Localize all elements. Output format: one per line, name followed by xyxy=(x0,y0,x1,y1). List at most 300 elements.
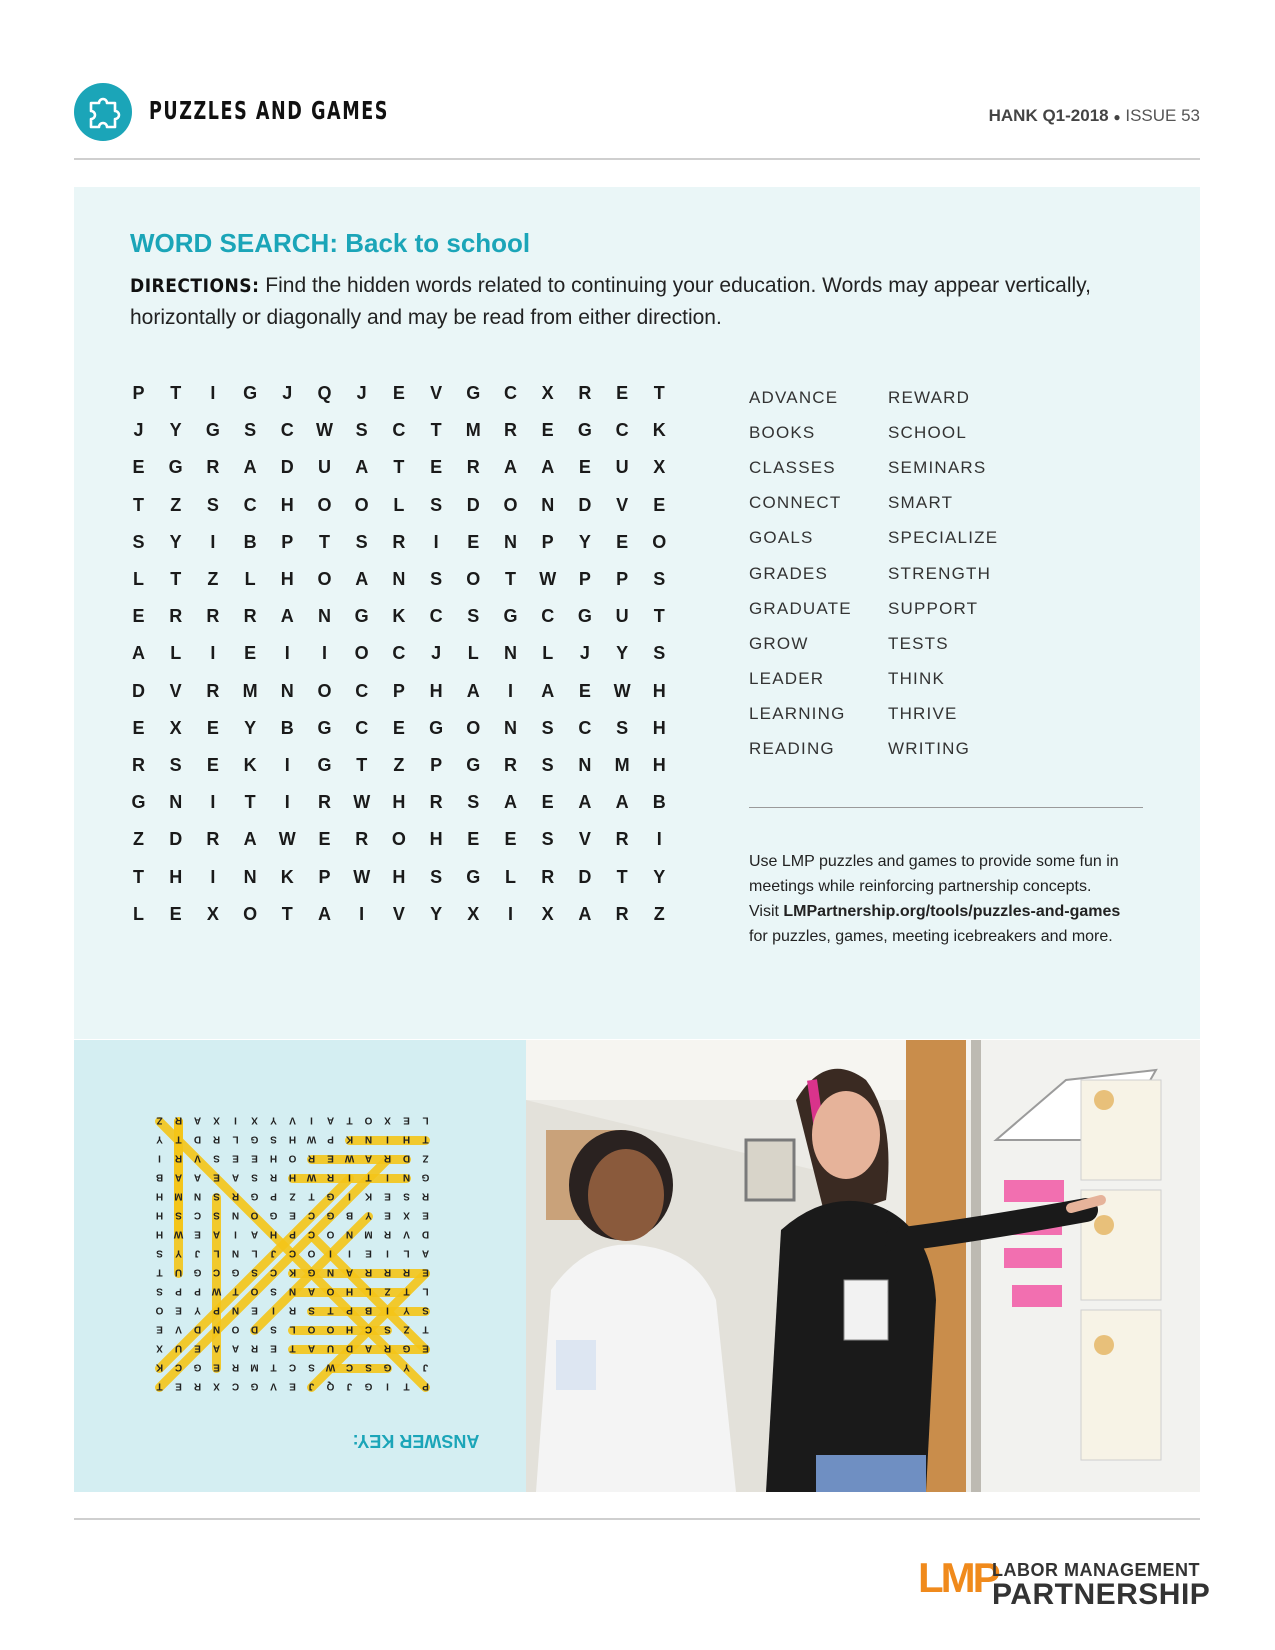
grid-letter: T xyxy=(616,866,628,887)
grid-letter: O xyxy=(317,494,332,515)
grid-letter: C xyxy=(392,420,406,441)
answer-key-letter: P xyxy=(346,1304,353,1316)
answer-key-letter: S xyxy=(384,1323,391,1335)
grid-letter: I xyxy=(507,903,513,924)
answer-key-letter: O xyxy=(326,1323,335,1335)
answer-key-letter: U xyxy=(174,1342,183,1354)
answer-key-letter: R xyxy=(193,1380,202,1392)
answer-key-letter: I xyxy=(386,1133,389,1145)
grid-letter: R xyxy=(132,755,145,775)
answer-key-letter: I xyxy=(310,1114,313,1126)
grid-letter: C xyxy=(615,420,629,441)
answer-key-letter: A xyxy=(231,1171,240,1183)
answer-key-letter: Y xyxy=(403,1304,410,1316)
grid-letter: V xyxy=(578,829,591,850)
answer-key-letter: L xyxy=(213,1247,220,1259)
grid-letter: U xyxy=(615,606,629,627)
answer-key-letter: I xyxy=(386,1247,389,1259)
answer-key-letter: N xyxy=(345,1228,354,1240)
answer-key-letter: A xyxy=(193,1114,202,1126)
answer-key-letter: E xyxy=(422,1342,429,1354)
grid-letter: Q xyxy=(317,383,332,403)
grid-letter: S xyxy=(541,717,554,738)
answer-key-letter: P xyxy=(175,1285,182,1297)
answer-key-letter: S xyxy=(251,1171,258,1183)
word-list-item: WRITING xyxy=(888,739,971,758)
grid-letter: A xyxy=(355,569,369,589)
answer-key-letter: I xyxy=(329,1247,332,1259)
answer-key-letter: N xyxy=(231,1247,240,1259)
answer-key-letter: E xyxy=(289,1380,296,1392)
word-list-item: ADVANCE xyxy=(749,388,839,407)
grid-letter: G xyxy=(466,383,481,403)
grid-letter: S xyxy=(467,792,480,813)
grid-letter: N xyxy=(578,755,592,775)
grid-letter: N xyxy=(504,531,517,552)
grid-letter: V xyxy=(616,494,629,515)
grid-letter: A xyxy=(541,680,555,701)
answer-key-letter: A xyxy=(174,1171,183,1183)
answer-key-letter: I xyxy=(348,1190,351,1202)
grid-letter: E xyxy=(132,717,145,738)
word-list-item: TESTS xyxy=(888,633,949,653)
answer-key-letter: H xyxy=(155,1228,164,1240)
answer-key-letter: K xyxy=(155,1361,164,1373)
grid-letter: E xyxy=(541,792,554,813)
answer-key-letter: S xyxy=(251,1266,258,1278)
answer-key-letter: W xyxy=(306,1171,317,1183)
answer-key-letter: G xyxy=(421,1171,430,1183)
logo-text-line1: LABOR MANAGEMENT xyxy=(992,1560,1200,1580)
grid-letter: G xyxy=(317,755,332,775)
grid-letter: L xyxy=(467,643,479,664)
answer-key-letter: G xyxy=(326,1209,335,1221)
grid-letter: N xyxy=(169,792,183,813)
grid-letter: R xyxy=(206,457,220,478)
grid-letter: R xyxy=(355,829,369,850)
answer-key-letter: M xyxy=(174,1190,183,1202)
grid-letter: Y xyxy=(616,643,629,664)
grid-letter: K xyxy=(392,606,406,627)
answer-key-letter: J xyxy=(270,1247,277,1259)
answer-key-letter: S xyxy=(156,1247,163,1259)
answer-key-letter: G xyxy=(364,1380,373,1392)
grid-letter: A xyxy=(280,606,294,627)
answer-key-letter: A xyxy=(231,1342,240,1354)
grid-letter: A xyxy=(132,643,145,664)
grid-letter: E xyxy=(578,457,591,478)
answer-key-letter: S xyxy=(270,1285,277,1297)
answer-key-letter: W xyxy=(325,1361,336,1373)
answer-key-letter: B xyxy=(345,1209,354,1221)
grid-letter: E xyxy=(206,755,219,775)
promo-visit: Visit xyxy=(749,903,779,920)
grid-letter: S xyxy=(244,420,257,441)
answer-key-letter: Z xyxy=(384,1285,391,1297)
grid-letter: O xyxy=(354,494,369,515)
answer-key-letter: D xyxy=(193,1133,202,1145)
grid-letter: V xyxy=(392,903,405,924)
grid-letter: C xyxy=(355,717,369,738)
answer-key-letter: O xyxy=(231,1323,240,1335)
grid-letter: J xyxy=(579,643,590,664)
answer-key-letter: A xyxy=(212,1342,221,1354)
answer-key-letter: V xyxy=(270,1380,277,1392)
answer-key-letter: E xyxy=(384,1209,391,1221)
answer-key-letter: Y xyxy=(270,1114,277,1126)
grid-letter: E xyxy=(504,829,517,850)
answer-key-letter: N xyxy=(231,1304,240,1316)
promo-link[interactable]: LMPartnership.org/tools/puzzles-and-games xyxy=(783,903,1121,920)
answer-key-letter: S xyxy=(270,1323,277,1335)
grid-letter: B xyxy=(652,792,666,813)
answer-key-letter: S xyxy=(308,1361,315,1373)
answer-key-letter: R xyxy=(231,1190,240,1202)
answer-key-letter: N xyxy=(212,1323,221,1335)
grid-letter: C xyxy=(504,383,517,403)
answer-key-letter: R xyxy=(307,1152,316,1164)
answer-key-letter: P xyxy=(422,1380,429,1392)
grid-letter: L xyxy=(393,494,405,515)
answer-key-letter: R xyxy=(250,1342,259,1354)
answer-key-letter: G xyxy=(326,1190,335,1202)
grid-letter: S xyxy=(169,755,182,775)
answer-key-letter: A xyxy=(326,1114,335,1126)
answer-key-letter: H xyxy=(288,1133,297,1145)
grid-letter: E xyxy=(653,494,666,515)
answer-key-letter: W xyxy=(211,1285,222,1297)
grid-letter: J xyxy=(282,383,293,403)
answer-key-letter: E xyxy=(384,1190,391,1202)
grid-letter: N xyxy=(243,866,257,887)
grid-letter: S xyxy=(430,494,443,515)
answer-key-letter: J xyxy=(422,1361,429,1373)
grid-letter: A xyxy=(466,680,480,701)
answer-key-letter: E xyxy=(251,1304,258,1316)
answer-key-letter: H xyxy=(402,1133,411,1145)
word-list-item: REWARD xyxy=(888,388,971,407)
answer-key-letter: G xyxy=(250,1133,259,1145)
answer-key-letter: E xyxy=(422,1209,429,1221)
grid-letter: P xyxy=(430,755,443,775)
answer-key-letter: S xyxy=(175,1209,182,1221)
grid-letter: C xyxy=(243,494,257,515)
grid-letter: Z xyxy=(207,569,219,589)
answer-key-letter: Y xyxy=(194,1304,201,1316)
answer-key-letter: T xyxy=(308,1190,315,1202)
grid-letter: G xyxy=(577,606,592,627)
grid-letter: I xyxy=(210,792,216,813)
issue-number: ISSUE 53 xyxy=(1125,106,1200,125)
grid-letter: Y xyxy=(169,531,182,552)
grid-letter: G xyxy=(243,383,258,403)
grid-letter: N xyxy=(318,606,331,627)
grid-letter: D xyxy=(578,866,592,887)
grid-letter: A xyxy=(541,457,555,478)
word-list-item: LEADER xyxy=(749,668,825,688)
grid-letter: X xyxy=(541,383,554,403)
answer-key-letter: T xyxy=(156,1380,163,1392)
answer-key-letter: Y xyxy=(156,1133,163,1145)
answer-key-letter: Z xyxy=(289,1190,296,1202)
grid-letter: S xyxy=(541,829,554,850)
answer-key-letter: I xyxy=(234,1228,237,1240)
grid-letter: G xyxy=(503,606,518,627)
grid-letter: R xyxy=(318,792,331,813)
grid-letter: E xyxy=(430,457,443,478)
grid-letter: I xyxy=(210,643,216,664)
answer-key-letter: C xyxy=(288,1361,297,1373)
word-search-title: WORD SEARCH: Back to school xyxy=(130,228,531,258)
answer-key-letter: G xyxy=(193,1266,202,1278)
grid-letter: G xyxy=(466,755,481,775)
answer-key-letter: R xyxy=(383,1152,392,1164)
answer-key-letter: A xyxy=(193,1171,202,1183)
answer-key-letter: P xyxy=(289,1228,296,1240)
answer-key-letter: L xyxy=(422,1285,429,1297)
grid-letter: I xyxy=(284,755,290,775)
answer-key-letter: B xyxy=(155,1171,164,1183)
answer-key-letter: O xyxy=(250,1285,259,1297)
word-list-item: CLASSES xyxy=(749,458,836,478)
grid-letter: S xyxy=(653,569,666,589)
grid-letter: P xyxy=(392,680,405,701)
answer-key-letter: P xyxy=(327,1133,334,1145)
answer-key-letter: I xyxy=(386,1304,389,1316)
grid-letter: L xyxy=(170,643,182,664)
grid-letter: N xyxy=(280,680,294,701)
grid-letter: S xyxy=(355,531,368,552)
answer-key-letter: V xyxy=(194,1152,201,1164)
grid-letter: L xyxy=(244,569,256,589)
grid-letter: E xyxy=(318,829,331,850)
grid-letter: T xyxy=(393,457,405,478)
answer-key-letter: T xyxy=(346,1114,353,1126)
answer-key-letter: V xyxy=(289,1114,296,1126)
lmp-logo-mark xyxy=(918,1554,998,1601)
grid-letter: L xyxy=(133,903,144,924)
grid-letter: Z xyxy=(653,903,665,924)
answer-key-letter: H xyxy=(269,1152,278,1164)
answer-key-letter: E xyxy=(194,1228,201,1240)
answer-key-letter: D xyxy=(250,1323,259,1335)
answer-key-letter: L xyxy=(422,1114,429,1126)
answer-key-letter: H xyxy=(155,1190,164,1202)
grid-letter: H xyxy=(429,680,443,701)
answer-key-letter: K xyxy=(364,1190,373,1202)
grid-letter: H xyxy=(392,792,406,813)
grid-letter: E xyxy=(169,903,182,924)
answer-key-letter: A xyxy=(364,1342,373,1354)
publication-name: HANK Q1-2018 xyxy=(988,106,1109,125)
answer-key-letter: D xyxy=(345,1342,354,1354)
grid-letter: X xyxy=(653,457,666,478)
grid-letter: T xyxy=(430,420,442,441)
grid-letter: Z xyxy=(393,755,405,775)
answer-key-letter: M xyxy=(250,1361,259,1373)
grid-letter: E xyxy=(132,606,145,627)
answer-key-letter: T xyxy=(422,1133,429,1145)
answer-key-letter: S xyxy=(308,1304,315,1316)
answer-key-letter: W xyxy=(173,1228,184,1240)
answer-key-letter: A xyxy=(307,1285,316,1297)
word-list-item: GOALS xyxy=(749,528,814,548)
grid-letter: V xyxy=(169,680,182,701)
grid-letter: K xyxy=(280,866,294,887)
grid-letter: C xyxy=(541,606,555,627)
answer-key-letter: A xyxy=(364,1152,373,1164)
answer-key-letter: O xyxy=(250,1209,259,1221)
grid-letter: R xyxy=(615,903,629,924)
grid-letter: S xyxy=(430,866,443,887)
footer-divider xyxy=(74,1518,1200,1520)
grid-letter: A xyxy=(504,792,517,813)
grid-letter: O xyxy=(317,680,332,701)
answer-key-letter: A xyxy=(345,1266,354,1278)
answer-key-letter: J xyxy=(194,1247,201,1259)
answer-key-letter: R xyxy=(364,1266,373,1278)
answer-key-letter: N xyxy=(193,1190,202,1202)
word-list-item: READING xyxy=(749,739,835,758)
grid-letter: O xyxy=(354,643,369,664)
promo-closing: for puzzles, games, meeting icebreakers and more. xyxy=(749,928,1113,945)
answer-key-letter: E xyxy=(251,1152,258,1164)
answer-key-letter: R xyxy=(212,1133,221,1145)
answer-key-letter: G xyxy=(193,1361,202,1373)
grid-letter: L xyxy=(542,643,554,664)
answer-key-letter: C xyxy=(364,1323,373,1335)
answer-key-letter: E xyxy=(175,1380,182,1392)
answer-key-letter: L xyxy=(365,1285,372,1297)
answer-key-letter: N xyxy=(402,1171,411,1183)
answer-key-letter: T xyxy=(365,1171,372,1183)
answer-key-letter: P xyxy=(194,1285,201,1297)
answer-key-letter: H xyxy=(288,1171,297,1183)
grid-letter: T xyxy=(281,903,293,924)
answer-key-letter: V xyxy=(175,1323,182,1335)
grid-letter: T xyxy=(244,792,256,813)
answer-key-letter: U xyxy=(326,1342,335,1354)
answer-key-letter: C xyxy=(174,1361,183,1373)
answer-key-letter: R xyxy=(383,1266,392,1278)
grid-letter: E xyxy=(616,383,629,403)
word-list-item: LEARNING xyxy=(749,703,846,723)
answer-key-letter: R xyxy=(383,1228,392,1240)
grid-letter: D xyxy=(280,457,294,478)
grid-letter: G xyxy=(131,792,146,813)
answer-key-letter: O xyxy=(155,1304,164,1316)
answer-key-letter: X xyxy=(213,1380,220,1392)
grid-letter: I xyxy=(284,643,290,664)
grid-letter: S xyxy=(653,643,666,664)
grid-letter: P xyxy=(132,383,145,403)
answer-key-letter: I xyxy=(158,1152,161,1164)
grid-letter: J xyxy=(431,643,442,664)
grid-letter: T xyxy=(505,569,516,589)
word-list-item: STRENGTH xyxy=(888,563,992,583)
answer-key-letter: T xyxy=(422,1323,429,1335)
answer-key-letter: B xyxy=(364,1304,373,1316)
word-list-item: SMART xyxy=(888,493,954,513)
grid-letter: A xyxy=(318,903,331,924)
answer-key-letter: L xyxy=(232,1133,239,1145)
grid-letter: T xyxy=(319,531,330,552)
word-list-item: THINK xyxy=(888,668,945,688)
grid-letter: T xyxy=(653,383,665,403)
answer-key-letter: E xyxy=(270,1342,277,1354)
answer-key-letter: R xyxy=(174,1152,183,1164)
logo-text-line2: PARTNERSHIP xyxy=(992,1578,1211,1611)
word-list-item: SEMINARS xyxy=(888,458,987,478)
grid-letter: R xyxy=(392,531,406,552)
answer-key-letter: E xyxy=(213,1171,220,1183)
grid-letter: I xyxy=(359,903,365,924)
answer-key-letter: I xyxy=(272,1304,275,1316)
answer-key-letter: R xyxy=(383,1342,392,1354)
answer-key-letter: T xyxy=(403,1285,410,1297)
answer-key-letter: L xyxy=(289,1323,296,1335)
puzzle-piece-icon xyxy=(74,83,132,141)
grid-letter: G xyxy=(429,717,444,738)
grid-letter: T xyxy=(170,383,182,403)
grid-letter: W xyxy=(539,569,557,589)
grid-letter: G xyxy=(168,457,183,478)
word-list-divider xyxy=(749,807,1143,808)
grid-letter: A xyxy=(504,457,517,478)
answer-key-letter: C xyxy=(269,1266,278,1278)
answer-key-letter: C xyxy=(231,1380,240,1392)
answer-key-letter: O xyxy=(326,1228,335,1240)
grid-letter: E xyxy=(616,531,629,552)
answer-key-letter: T xyxy=(232,1285,239,1297)
answer-key-letter: G xyxy=(231,1266,240,1278)
grid-letter: C xyxy=(355,680,369,701)
grid-letter: S xyxy=(467,606,480,627)
answer-key-letter: D xyxy=(402,1152,411,1164)
answer-key-letter: C xyxy=(288,1247,297,1259)
grid-letter: E xyxy=(392,383,405,403)
answer-key-letter: S xyxy=(403,1190,410,1202)
grid-letter: C xyxy=(578,717,592,738)
answer-key-letter: I xyxy=(234,1114,237,1126)
grid-letter: O xyxy=(466,717,481,738)
grid-letter: E xyxy=(467,829,480,850)
answer-key-letter: E xyxy=(365,1247,372,1259)
grid-letter: T xyxy=(133,866,144,887)
grid-letter: X xyxy=(169,717,182,738)
grid-letter: R xyxy=(206,606,220,627)
grid-letter: W xyxy=(353,792,371,813)
answer-key-letter: E xyxy=(422,1266,429,1278)
grid-letter: P xyxy=(541,531,554,552)
grid-letter: Y xyxy=(578,531,591,552)
logo-mark-text: LMP xyxy=(918,1554,998,1601)
word-list-item: SUPPORT xyxy=(888,598,979,618)
answer-key-letter: G xyxy=(402,1342,411,1354)
answer-key-letter: A xyxy=(212,1228,221,1240)
grid-letter: B xyxy=(243,531,257,552)
grid-letter: T xyxy=(653,606,665,627)
grid-letter: S xyxy=(616,717,629,738)
grid-letter: O xyxy=(317,569,332,589)
grid-letter: C xyxy=(280,420,294,441)
answer-key-letter: S xyxy=(213,1209,220,1221)
grid-letter: A xyxy=(578,903,592,924)
grid-letter: Y xyxy=(653,866,666,887)
answer-key-grid xyxy=(150,1112,435,1397)
grid-letter: H xyxy=(280,494,294,515)
answer-key-letter: R xyxy=(231,1361,240,1373)
